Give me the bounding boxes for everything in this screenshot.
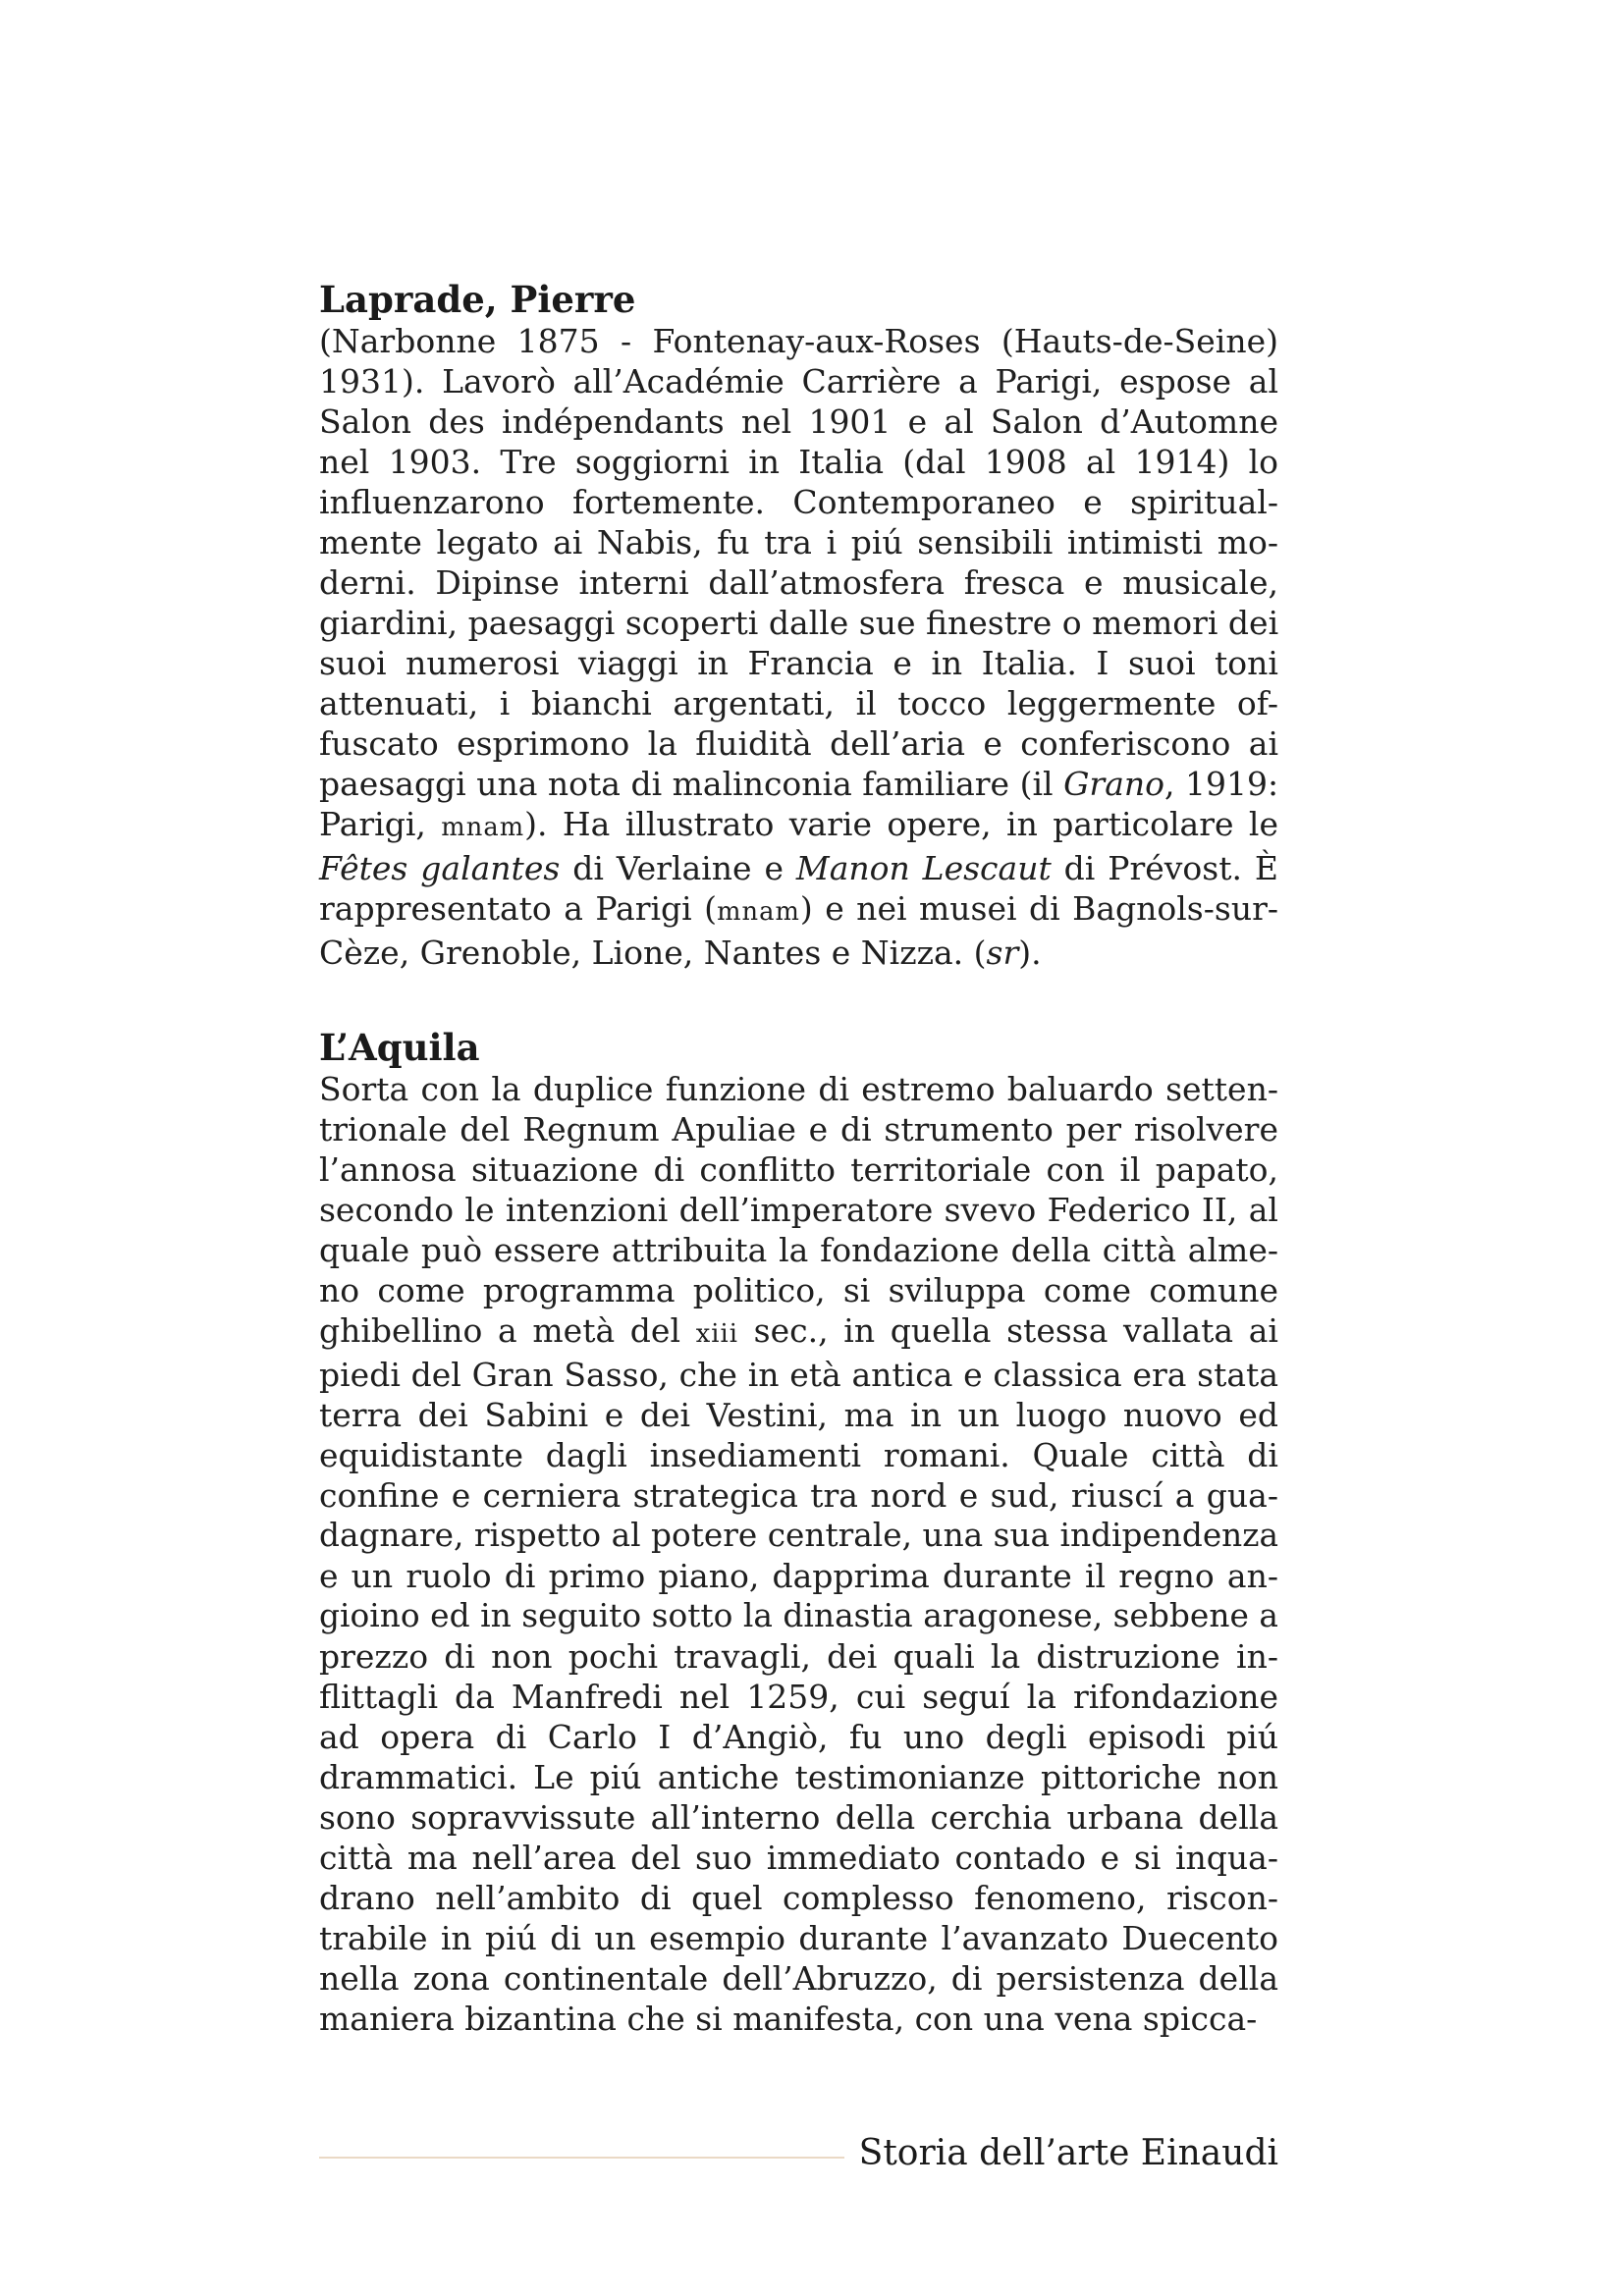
text-line: [319, 1355, 1278, 1395]
italic-text: Grano: [1063, 765, 1164, 803]
text-line: [319, 1516, 1278, 1556]
text-line: [319, 1918, 1278, 1958]
text-line: [319, 1069, 1278, 1109]
entry-laprade: [319, 278, 1278, 973]
text-segment: di Prévost. È: [1051, 849, 1278, 887]
text-segment: maniera bizantina che si manifesta, con una vena spicca-: [319, 2000, 1258, 2038]
text-segment: gioino ed in seguito sotto la dinastia aragonese, sebbene a: [319, 1597, 1278, 1634]
text-segment: nel 1903. Tre soggiorni in Italia (dal 1908 al 1914) lo: [319, 443, 1278, 481]
text-line: [319, 848, 1278, 888]
text-segment: ghibellino a metà del: [319, 1311, 696, 1350]
text-segment: dagnare, rispetto al potere centrale, una sua indipendenza: [319, 1517, 1278, 1554]
text-segment: drano nell’ambito di quel complesso fenomeno, riscon-: [319, 1879, 1278, 1917]
text-segment: trionale del Regnum Apuliae e di strumento per risolvere: [319, 1110, 1278, 1148]
text-segment: Parigi,: [319, 805, 442, 843]
text-segment: giardini, paesaggi scoperti dalle sue finestre o memori dei: [319, 604, 1279, 642]
text-segment: quale può essere attribuita la fondazione della città alme-: [319, 1231, 1278, 1269]
text-line: [319, 804, 1278, 848]
text-line: [319, 1556, 1278, 1596]
text-line: [319, 643, 1278, 683]
text-line: [319, 442, 1278, 482]
italic-text: Fêtes galantes: [319, 849, 561, 887]
text-segment: città ma nell’area del suo immediato contado e si inqua-: [319, 1839, 1278, 1877]
text-line: [319, 482, 1278, 522]
text-line: [319, 522, 1278, 562]
text-line: [319, 1395, 1278, 1435]
text-segment: drammatici. Le piú antiche testimonianze pittoriche non: [319, 1758, 1278, 1796]
text-segment: no come programma politico, si sviluppa come comune: [319, 1271, 1278, 1309]
text-segment: piedi del Gran Sasso, che in età antica e classica era stata: [319, 1356, 1278, 1394]
text-segment: rappresentato a Parigi (: [319, 889, 718, 928]
text-segment: Cèze, Grenoble, Lione, Nantes e Nizza. (: [319, 934, 987, 972]
text-segment: flittagli da Manfredi nel 1259, cui seguí la rifondazione: [319, 1678, 1278, 1716]
text-line: [319, 1230, 1278, 1270]
entry-title: L’Aquila: [319, 1026, 480, 1069]
text-segment: l’annosa situazione di conflitto territoriale con il papato,: [319, 1150, 1278, 1189]
text-segment: secondo le intenzioni dell’imperatore svevo Federico II, al: [319, 1191, 1278, 1229]
text-line: [319, 1149, 1278, 1190]
text-segment: Sorta con la duplice funzione di estremo baluardo setten-: [319, 1070, 1278, 1108]
text-line: [319, 321, 1278, 361]
text-line: [319, 1677, 1278, 1717]
text-segment: sec., in quella stessa vallata ai: [738, 1311, 1278, 1350]
text-segment: terra dei Sabini e dei Vestini, ma in un luogo nuovo ed: [319, 1396, 1278, 1434]
text-segment: nella zona continentale dell’Abruzzo, di persistenza della: [319, 1959, 1278, 1998]
text-line: [319, 723, 1278, 764]
text-line: [319, 562, 1278, 603]
text-segment: prezzo di non pochi travagli, dei quali la distruzione in-: [319, 1637, 1278, 1676]
text-line: [319, 1717, 1278, 1757]
small-caps-text: mnam: [441, 813, 525, 842]
text-segment: suoi numerosi viaggi in Francia e in Italia. I suoi toni: [319, 644, 1278, 682]
page-footer: [319, 2132, 1278, 2179]
text-segment: confine e cerniera strategica tra nord e sud, riuscí a gua-: [319, 1476, 1278, 1515]
text-line: [319, 1435, 1278, 1475]
text-line: [319, 603, 1278, 643]
text-segment: ) e nei musei di Bagnols-sur-: [799, 889, 1278, 928]
text-segment: , 1919:: [1164, 765, 1279, 803]
text-segment: e un ruolo di primo piano, dapprima durante il regno an-: [319, 1557, 1278, 1595]
text-line: [319, 764, 1278, 804]
footer-rule: [319, 2157, 844, 2159]
text-segment: equidistante dagli insediamenti romani. Quale città di: [319, 1436, 1278, 1474]
text-segment: ). Ha illustrato varie opere, in particolare le: [524, 805, 1278, 843]
text-line: [319, 1757, 1278, 1797]
footer-publisher: Storia dell’arte Einaudi: [858, 2133, 1278, 2173]
text-line: [319, 1190, 1278, 1230]
entry-title: Laprade, Pierre: [319, 278, 636, 321]
text-segment: 1931). Lavorò all’Académie Carrière a Parigi, espose al: [319, 362, 1278, 400]
text-segment: (Narbonne 1875 - Fontenay-aux-Roses (Hauts-de-Seine): [319, 322, 1278, 360]
text-segment: attenuati, i bianchi argentati, il tocco leggermente of-: [319, 684, 1278, 722]
text-segment: derni. Dipinse interni dall’atmosfera fresca e musicale,: [319, 563, 1278, 602]
entry-body: [319, 1069, 1278, 2039]
italic-text: sr: [986, 934, 1019, 972]
text-segment: sono sopravvissute all’interno della cerchia urbana della: [319, 1798, 1278, 1837]
text-segment: di Verlaine e: [560, 849, 796, 887]
text-line: [319, 1310, 1278, 1355]
text-line: [319, 1999, 1278, 2039]
text-segment: trabile in piú di un esempio durante l’avanzato Duecento: [319, 1919, 1278, 1957]
italic-text: Manon Lescaut: [795, 849, 1052, 887]
text-line: [319, 1270, 1278, 1310]
text-segment: ad opera di Carlo I d’Angiò, fu uno degli episodi piú: [319, 1718, 1278, 1756]
text-segment: mente legato ai Nabis, fu tra i piú sensibili intimisti mo-: [319, 523, 1278, 561]
text-line: [319, 1475, 1278, 1516]
page-content: [319, 278, 1278, 2039]
text-line: [319, 361, 1278, 401]
text-line: [319, 401, 1278, 442]
small-caps-text: mnam: [717, 897, 800, 927]
entry-l-aquila: [319, 1026, 1278, 2039]
text-line: [319, 683, 1278, 723]
text-line: [319, 933, 1278, 973]
text-segment: Salon des indépendants nel 1901 e al Salon d’Automne: [319, 402, 1278, 441]
text-line: [319, 1838, 1278, 1878]
text-line: [319, 1109, 1278, 1149]
text-line: [319, 1596, 1278, 1636]
text-segment: ).: [1018, 934, 1042, 972]
text-line: [319, 1878, 1278, 1918]
small-caps-text: xiii: [695, 1319, 739, 1349]
text-segment: fuscato esprimono la fluidità dell’aria e conferiscono ai: [319, 724, 1278, 763]
text-line: [319, 1797, 1278, 1838]
text-line: [319, 1636, 1278, 1677]
text-segment: paesaggi una nota di malinconia familiare (il: [319, 765, 1064, 803]
entry-body: [319, 321, 1278, 973]
text-segment: influenzarono fortemente. Contemporaneo e spiritual-: [319, 483, 1278, 521]
text-line: [319, 1958, 1278, 1999]
text-line: [319, 888, 1278, 933]
